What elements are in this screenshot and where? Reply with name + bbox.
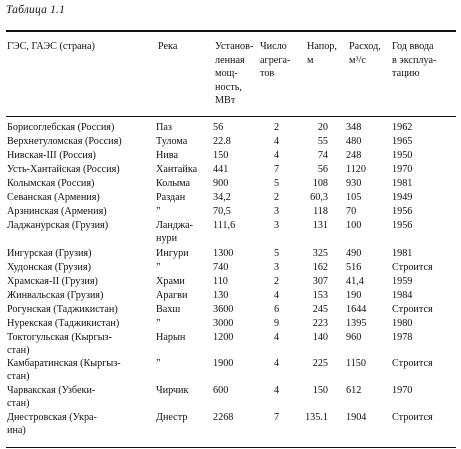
- river-name: Днестр: [156, 412, 188, 423]
- units-value: 4: [274, 385, 280, 396]
- header-rule: [6, 116, 456, 117]
- year-value: 1956: [392, 220, 413, 231]
- capacity-value: 3600: [213, 304, 234, 315]
- units-value: 3: [274, 262, 280, 273]
- units-value: 7: [274, 412, 280, 423]
- flow-value: 960: [346, 332, 362, 343]
- station-name: Чарвакская (Узбеки-: [7, 385, 96, 396]
- head-value: 223: [312, 318, 328, 329]
- capacity-value: 22.8: [213, 136, 231, 147]
- year-value: 1949: [392, 192, 413, 203]
- capacity-value: 740: [213, 262, 229, 273]
- station-name: Верхнетуломская (Россия): [7, 136, 122, 147]
- capacity-value: 150: [213, 150, 229, 161]
- year-value: 1981: [392, 248, 413, 259]
- units-value: 5: [274, 178, 280, 189]
- river-name: Нарын: [156, 332, 186, 343]
- head-value: 245: [312, 304, 328, 315]
- header-capacity: Установ- ленная мощ- ность, МВт: [215, 41, 254, 107]
- header-head: Напор, м: [307, 41, 337, 66]
- river-name: Паз: [156, 122, 172, 133]
- capacity-value: 70,5: [213, 206, 231, 217]
- units-value: 2: [274, 122, 280, 133]
- year-value: 1978: [392, 332, 413, 343]
- head-value: 118: [313, 206, 328, 217]
- table-row: [0, 177, 461, 190]
- year-value: 1950: [392, 150, 413, 161]
- station-name: Колымская (Россия): [7, 178, 95, 189]
- year-value: 1962: [392, 122, 413, 133]
- header-station: ГЭС, ГАЭС (страна): [7, 41, 95, 52]
- head-value: 307: [312, 276, 328, 287]
- header-flow: Расход, м³/с: [349, 41, 381, 66]
- river-name: Хантайка: [156, 164, 198, 175]
- station-name: Арзнинская (Армения): [7, 206, 107, 217]
- flow-value: 490: [346, 248, 362, 259]
- table-row: [0, 384, 461, 409]
- head-value: 150: [312, 385, 328, 396]
- flow-value: 248: [346, 150, 362, 161]
- units-value: 4: [274, 358, 280, 369]
- station-name-continued: ина): [7, 425, 26, 436]
- flow-value: 1120: [346, 164, 366, 175]
- year-value: Строится: [392, 304, 433, 315]
- year-value: 1965: [392, 136, 413, 147]
- table-row: [0, 163, 461, 176]
- year-value: Строится: [392, 262, 433, 273]
- station-name: Камбаратинская (Кыргыз-: [7, 358, 121, 369]
- table-row: [0, 149, 461, 162]
- station-name: Нивская-III (Россия): [7, 150, 96, 161]
- table-caption: Таблица 1.1: [6, 4, 66, 16]
- units-value: 9: [274, 318, 280, 329]
- river-name: Ингури: [156, 248, 189, 259]
- station-name: Севанская (Армения): [7, 192, 100, 203]
- station-name: Худонская (Грузия): [7, 262, 91, 273]
- river-name: Вахш: [156, 304, 181, 315]
- flow-value: 348: [346, 122, 362, 133]
- river-name: Арагви: [156, 290, 188, 301]
- station-name-continued: стан): [7, 398, 30, 409]
- head-value: 225: [312, 358, 328, 369]
- units-value: 3: [274, 220, 280, 231]
- table-row: [0, 261, 461, 274]
- flow-value: 70: [346, 206, 357, 217]
- head-value: 131: [312, 220, 328, 231]
- capacity-value: 56: [213, 122, 224, 133]
- river-name: ”: [156, 358, 161, 369]
- capacity-value: 441: [213, 164, 229, 175]
- head-value: 140: [312, 332, 328, 343]
- flow-value: 1644: [346, 304, 367, 315]
- flow-value: 1395: [346, 318, 367, 329]
- units-value: 6: [274, 304, 280, 315]
- year-value: 1956: [392, 206, 413, 217]
- station-name: Храмская-II (Грузия): [7, 276, 98, 287]
- head-value: 56: [317, 164, 328, 175]
- head-value: 108: [312, 178, 328, 189]
- table-row: [0, 247, 461, 260]
- station-name: Нурекская (Таджикистан): [7, 318, 120, 329]
- units-value: 5: [274, 248, 280, 259]
- flow-value: 1904: [346, 412, 367, 423]
- units-value: 4: [274, 332, 280, 343]
- flow-value: 105: [346, 192, 362, 203]
- year-value: 1959: [392, 276, 413, 287]
- units-value: 3: [274, 206, 280, 217]
- head-value: 135.1: [305, 412, 328, 423]
- table-row: [0, 205, 461, 218]
- capacity-value: 130: [213, 290, 229, 301]
- station-name: Ингурская (Грузия): [7, 248, 92, 259]
- flow-value: 480: [346, 136, 362, 147]
- flow-value: 100: [346, 220, 362, 231]
- river-name: ”: [156, 262, 161, 273]
- capacity-value: 110: [213, 276, 228, 287]
- river-name: Раздан: [156, 192, 186, 203]
- table-row: [0, 303, 461, 316]
- station-name-continued: стан): [7, 371, 30, 382]
- table-row: [0, 275, 461, 288]
- head-value: 55: [317, 136, 328, 147]
- river-name: Чирчик: [156, 385, 189, 396]
- table-row: [0, 121, 461, 134]
- flow-value: 190: [346, 290, 362, 301]
- head-value: 153: [312, 290, 328, 301]
- year-value: 1980: [392, 318, 413, 329]
- head-value: 325: [312, 248, 328, 259]
- units-value: 4: [274, 136, 280, 147]
- table-row: [0, 357, 461, 382]
- table-row: [0, 219, 461, 244]
- table-row: [0, 411, 461, 436]
- units-value: 2: [274, 192, 280, 203]
- station-name: Борисоглебская (Россия): [7, 122, 115, 133]
- year-value: 1970: [392, 164, 413, 175]
- head-value: 20: [317, 122, 328, 133]
- station-name: Рогунская (Таджикистан): [7, 304, 118, 315]
- river-name: Храми: [156, 276, 185, 287]
- units-value: 4: [274, 150, 280, 161]
- year-value: 1981: [392, 178, 413, 189]
- year-value: 1984: [392, 290, 413, 301]
- head-value: 74: [317, 150, 328, 161]
- station-name: Жинвальская (Грузия): [7, 290, 104, 301]
- river-name: Нива: [156, 150, 179, 161]
- year-value: 1970: [392, 385, 413, 396]
- header-units: Число агрега- тов: [260, 41, 291, 80]
- capacity-value: 900: [213, 178, 229, 189]
- units-value: 4: [274, 290, 280, 301]
- year-value: Строится: [392, 412, 433, 423]
- capacity-value: 3000: [213, 318, 234, 329]
- head-value: 162: [312, 262, 328, 273]
- table-row: [0, 135, 461, 148]
- year-value: Строится: [392, 358, 433, 369]
- river-name-continued: нури: [156, 233, 178, 244]
- capacity-value: 2268: [213, 412, 234, 423]
- station-name-continued: стан): [7, 345, 30, 356]
- table-row: [0, 331, 461, 356]
- table-top-rule: [6, 30, 456, 32]
- capacity-value: 600: [213, 385, 229, 396]
- units-value: 7: [274, 164, 280, 175]
- river-name: Тулома: [156, 136, 188, 147]
- units-value: 2: [274, 276, 280, 287]
- flow-value: 1150: [346, 358, 366, 369]
- capacity-value: 1200: [213, 332, 234, 343]
- capacity-value: 111,6: [213, 220, 236, 231]
- capacity-value: 1300: [213, 248, 234, 259]
- flow-value: 41,4: [346, 276, 364, 287]
- table-row: [0, 317, 461, 330]
- head-value: 60,3: [310, 192, 328, 203]
- river-name: ”: [156, 206, 161, 217]
- capacity-value: 1900: [213, 358, 234, 369]
- flow-value: 930: [346, 178, 362, 189]
- capacity-value: 34,2: [213, 192, 231, 203]
- station-name: Токтогульская (Кыргыз-: [7, 332, 112, 343]
- header-year: Год ввода в эксплуа- тацию: [392, 41, 437, 80]
- flow-value: 516: [346, 262, 362, 273]
- table-bottom-rule: [6, 447, 456, 448]
- river-name: ”: [156, 318, 161, 329]
- river-name: Колыма: [156, 178, 191, 189]
- river-name: Ланджа-: [156, 220, 194, 231]
- station-name: Ладжанурская (Грузия): [7, 220, 109, 231]
- table-row: [0, 289, 461, 302]
- header-river: Река: [158, 41, 178, 52]
- station-name: Усть-Хантайская (Россия): [7, 164, 120, 175]
- flow-value: 612: [346, 385, 362, 396]
- station-name: Днестровская (Укра-: [7, 412, 97, 423]
- table-row: [0, 191, 461, 204]
